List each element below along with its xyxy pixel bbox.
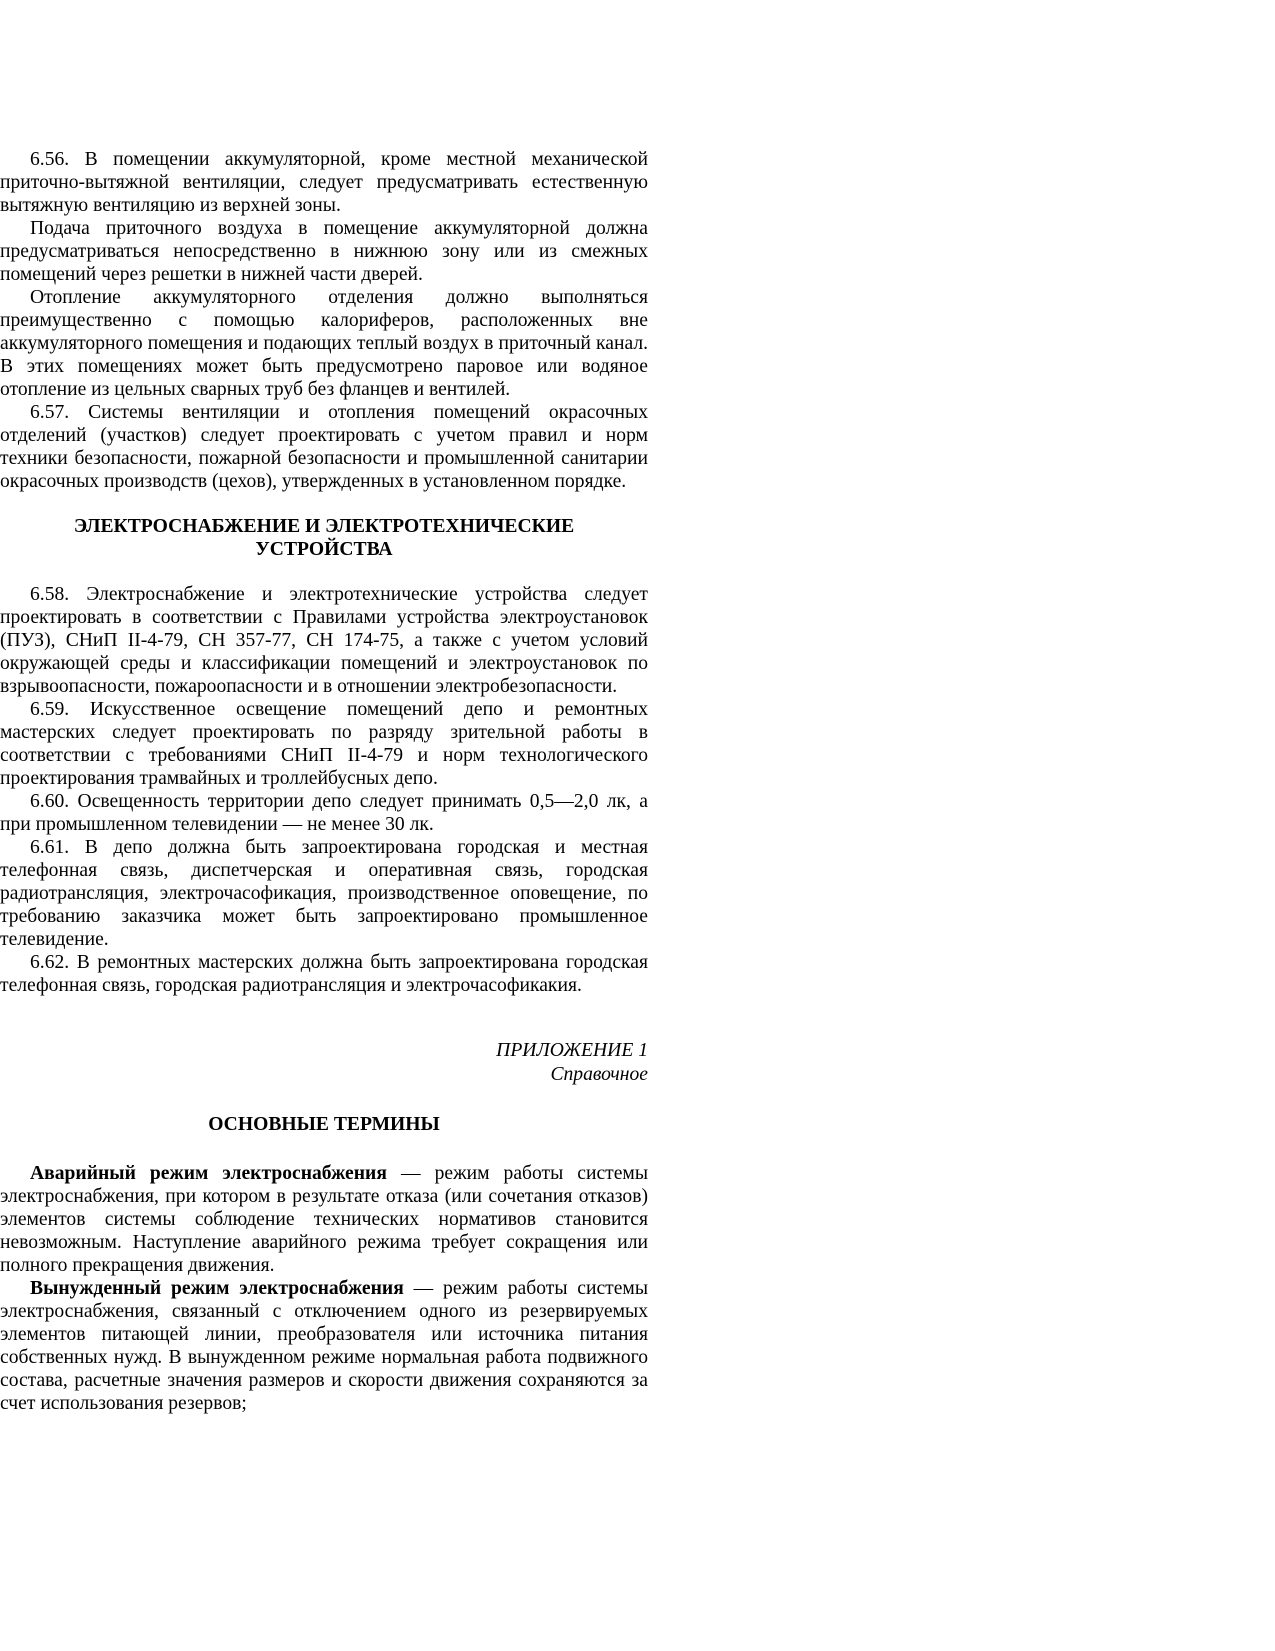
term-emergency-mode: Аварийный режим электроснабжения: [30, 1163, 387, 1184]
paragraph-6-59: 6.59. Искусственное освещение помещений депо и ремонтных мастерских следует проектировать по разряду зрительной работы в соответствии с требованиями СНиП II-4-79 и норм технологического проектирования трамвайных и троллейбусных депо.: [0, 699, 648, 789]
term-definition-emergency: [0, 1162, 648, 1277]
definition-emergency-mode: — режим работы системы электроснабжения, при котором в результате отказа (или сочетания отказов) элементов системы соблюдение технических нормативов становится невозможным. Наступление аварийного режима требует сокращения или полного прекращения движения.: [0, 1163, 648, 1276]
paragraph-6-60: 6.60. Освещенность территории депо следует принимать 0,5—2,0 лк, а при промышленном телевидении — не менее 30 лк.: [0, 791, 648, 835]
paragraph-6-57: 6.57. Системы вентиляции и отопления помещений окрасочных отделений (участков) следует проектировать с учетом правил и норм техники безопасности, пожарной безопасности и промышленной санитарии окрасочных производств (цехов), утвержденных в установленном порядке.: [0, 402, 648, 492]
term-forced-mode: Вынужденный режим электроснабжения: [30, 1278, 404, 1299]
paragraph-air-supply: Подача приточного воздуха в помещение аккумуляторной должна предусматриваться непосредственно в нижнюю зону или из смежных помещений через решетки в нижней части дверей.: [0, 218, 648, 285]
heading-line-1: ЭЛЕКТРОСНАБЖЕНИЕ И ЭЛЕКТРОТЕХНИЧЕСКИЕ: [73, 516, 575, 537]
definition-forced-mode: — режим работы системы электроснабжения, связанный с отключением одного из резервируемых элементов питающей линии, преобразователя или источника питания собственных нужд. В вынужденном режиме нормальная работа подвижного состава, расчетные значения размеров и скорости движения сохраняются за счет использования резервов;: [0, 1278, 648, 1414]
appendix-type: Справочное: [550, 1064, 648, 1085]
term-definition-forced: [0, 1277, 648, 1415]
appendix-label: ПРИЛОЖЕНИЕ 1: [496, 1040, 648, 1061]
document-page: [0, 148, 648, 1415]
paragraph-6-62: 6.62. В ремонтных мастерских должна быть запроектирована городская телефонная связь, городская радиотрансляция и электрочасофикакия.: [0, 952, 648, 996]
paragraph-heating: Отопление аккумуляторного отделения должно выполняться преимущественно с помощью калориферов, расположенных вне аккумуляторного помещения и подающих теплый воздух в приточный канал. В этих помещениях может быть предусмотрено паровое или водяное отопление из цельных сварных труб без фланцев и вентилей.: [0, 287, 648, 400]
section-heading-power-supply: [0, 515, 648, 561]
section-heading-terms: ОСНОВНЫЕ ТЕРМИНЫ: [208, 1114, 440, 1135]
heading-line-2: УСТРОЙСТВА: [255, 539, 393, 560]
paragraph-6-61: 6.61. В депо должна быть запроектирована городская и местная телефонная связь, диспетчерская и оперативная связь, городская радиотрансляция, электрочасофикация, производственное оповещение, по требованию заказчика может быть запроектировано промышленное телевидение.: [0, 837, 648, 950]
paragraph-6-58: 6.58. Электроснабжение и электротехнические устройства следует проектировать в соответствии с Правилами устройства электроустановок (ПУЗ), СНиП II-4-79, СН 357-77, СН 174-75, а также с учетом условий окружающей среды и классификации помещений и электроустановок по взрывоопасности, пожароопасности и в отношении электробезопасности.: [0, 584, 648, 697]
paragraph-6-56: 6.56. В помещении аккумуляторной, кроме местной механической приточно-вытяжной вентиляции, следует предусматривать естественную вытяжную вентиляцию из верхней зоны.: [0, 149, 648, 216]
appendix-label-block: [0, 1039, 648, 1087]
